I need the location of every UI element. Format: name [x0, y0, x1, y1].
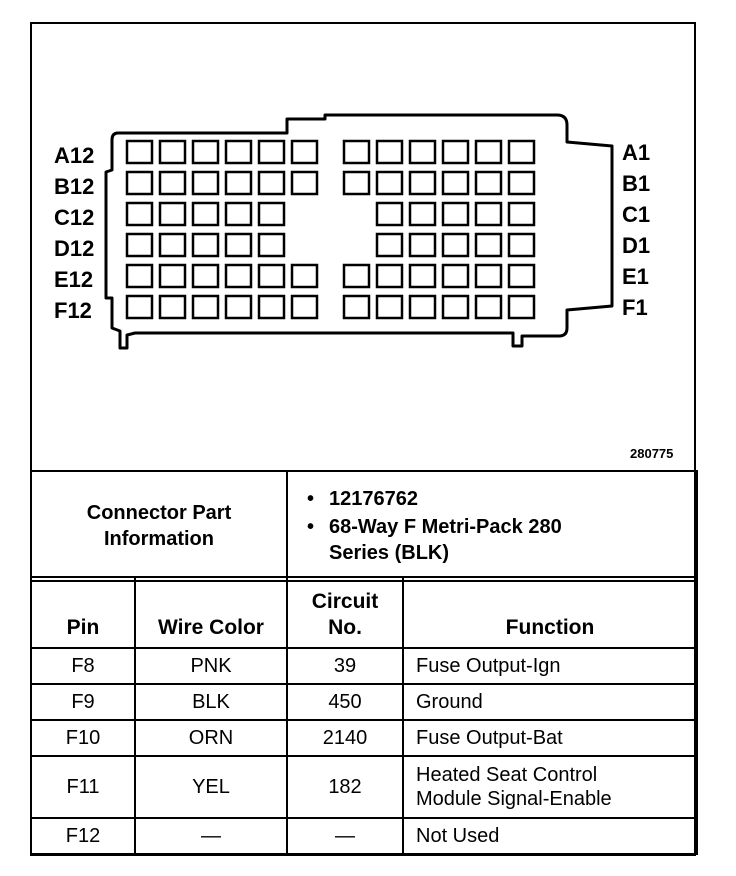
pin-cavity-b12: [127, 172, 152, 194]
pin-grid: [127, 141, 534, 318]
table-row: [31, 648, 697, 684]
connector-info-table: [30, 470, 698, 582]
pin-cavity-d10: [193, 234, 218, 256]
pin-cavity-c2: [476, 203, 501, 225]
pin-table-header: [31, 577, 697, 648]
diagram-id: 280775: [630, 446, 674, 461]
pin-cavity-b8: [259, 172, 284, 194]
header-wire-color: Wire Color: [135, 577, 287, 648]
pin-table: [30, 576, 698, 855]
pin-cavity-e2: [476, 265, 501, 287]
table-row: [31, 818, 697, 854]
pin-cavity-b10: [193, 172, 218, 194]
pin-cavity-e5: [377, 265, 402, 287]
pin-cavity-f1: [509, 296, 534, 318]
wire-color-cell: YEL: [135, 756, 287, 818]
left-label-f12: F12: [54, 298, 92, 323]
left-label-d12: D12: [54, 236, 95, 261]
circuit-cell: 450: [287, 684, 403, 720]
pin-cavity-d4: [410, 234, 435, 256]
pin-cavity-b4: [410, 172, 435, 194]
right-label-d1: D1: [622, 233, 651, 258]
pin-cavity-a2: [476, 141, 501, 163]
pin-cell: F9: [31, 684, 135, 720]
pin-cavity-d12: [127, 234, 152, 256]
left-label-a12: A12: [54, 143, 95, 168]
header-function: Function: [403, 577, 697, 648]
pin-cavity-b7: [292, 172, 317, 194]
pin-cavity-f6: [344, 296, 369, 318]
function-cell: Heated Seat Control Module Signal-Enable: [403, 756, 697, 818]
left-label-c12: C12: [54, 205, 95, 230]
function-cell: Ground: [403, 684, 697, 720]
pin-cell: F12: [31, 818, 135, 854]
pin-cavity-e3: [443, 265, 468, 287]
pin-cavity-e1: [509, 265, 534, 287]
pin-cavity-a1: [509, 141, 534, 163]
info-value-cell: [287, 471, 697, 581]
pin-cavity-b3: [443, 172, 468, 194]
pin-cavity-c10: [193, 203, 218, 225]
pin-cavity-b5: [377, 172, 402, 194]
circuit-cell: 182: [287, 756, 403, 818]
pin-cavity-c5: [377, 203, 402, 225]
right-label-e1: E1: [622, 264, 649, 289]
circuit-cell: —: [287, 818, 403, 854]
info-label-line2: Information: [104, 528, 214, 550]
pin-cavity-f2: [476, 296, 501, 318]
pin-cavity-f10: [193, 296, 218, 318]
pin-cavity-e10: [193, 265, 218, 287]
pin-cavity-c1: [509, 203, 534, 225]
pin-cavity-c9: [226, 203, 251, 225]
pin-cavity-a8: [259, 141, 284, 163]
pin-cavity-a7: [292, 141, 317, 163]
pin-cavity-f12: [127, 296, 152, 318]
pin-cavity-d3: [443, 234, 468, 256]
info-label-line1: Connector Part: [86, 502, 232, 524]
pin-cell: F8: [31, 648, 135, 684]
pin-cavity-e6: [344, 265, 369, 287]
right-label-f1: F1: [622, 295, 648, 320]
part-number: • 12176762: [329, 486, 695, 512]
header-pin: Pin: [31, 577, 135, 648]
function-cell: Not Used: [403, 818, 697, 854]
function-cell: Fuse Output-Bat: [403, 720, 697, 756]
wire-color-cell: —: [135, 818, 287, 854]
pin-cavity-e11: [160, 265, 185, 287]
pin-cavity-f3: [443, 296, 468, 318]
wire-color-cell: ORN: [135, 720, 287, 756]
pin-cavity-f5: [377, 296, 402, 318]
pin-cavity-a5: [377, 141, 402, 163]
pin-cavity-b11: [160, 172, 185, 194]
pin-cavity-b2: [476, 172, 501, 194]
pin-cavity-f8: [259, 296, 284, 318]
pin-cavity-c8: [259, 203, 284, 225]
pin-cavity-b1: [509, 172, 534, 194]
pin-cavity-d1: [509, 234, 534, 256]
header-circuit: Circuit No.: [287, 577, 403, 648]
left-label-e12: E12: [54, 267, 94, 292]
table-row: [31, 720, 697, 756]
pin-cavity-a9: [226, 141, 251, 163]
table-row: [31, 756, 697, 818]
table-row: [31, 684, 697, 720]
right-label-a1: A1: [622, 140, 651, 165]
right-label-b1: B1: [622, 171, 651, 196]
pin-cavity-c12: [127, 203, 152, 225]
pin-cavity-f7: [292, 296, 317, 318]
pin-cavity-e8: [259, 265, 284, 287]
right-label-c1: C1: [622, 202, 651, 227]
function-cell: Fuse Output-Ign: [403, 648, 697, 684]
pin-cavity-d2: [476, 234, 501, 256]
pin-cell: F11: [31, 756, 135, 818]
pin-cavity-c4: [410, 203, 435, 225]
pin-cavity-a4: [410, 141, 435, 163]
part-description: • 68-Way F Metri-Pack 280 Series (BLK): [329, 514, 695, 566]
pin-cell: F10: [31, 720, 135, 756]
pin-cavity-e9: [226, 265, 251, 287]
pin-cavity-d5: [377, 234, 402, 256]
pin-cavity-a6: [344, 141, 369, 163]
pin-cavity-f11: [160, 296, 185, 318]
pin-cavity-c11: [160, 203, 185, 225]
pin-cavity-f4: [410, 296, 435, 318]
pin-cavity-a11: [160, 141, 185, 163]
circuit-cell: 2140: [287, 720, 403, 756]
pin-cavity-d8: [259, 234, 284, 256]
pin-cavity-b6: [344, 172, 369, 194]
pin-cavity-e7: [292, 265, 317, 287]
pin-cavity-c3: [443, 203, 468, 225]
pin-cavity-e4: [410, 265, 435, 287]
pin-cavity-e12: [127, 265, 152, 287]
pin-cavity-a12: [127, 141, 152, 163]
pin-cavity-b9: [226, 172, 251, 194]
pin-cavity-f9: [226, 296, 251, 318]
wire-color-cell: BLK: [135, 684, 287, 720]
info-label-cell: [31, 471, 287, 581]
pin-cavity-d11: [160, 234, 185, 256]
circuit-cell: 39: [287, 648, 403, 684]
pin-cavity-a10: [193, 141, 218, 163]
pin-cavity-d9: [226, 234, 251, 256]
left-label-b12: B12: [54, 174, 95, 199]
pin-cavity-a3: [443, 141, 468, 163]
wire-color-cell: PNK: [135, 648, 287, 684]
